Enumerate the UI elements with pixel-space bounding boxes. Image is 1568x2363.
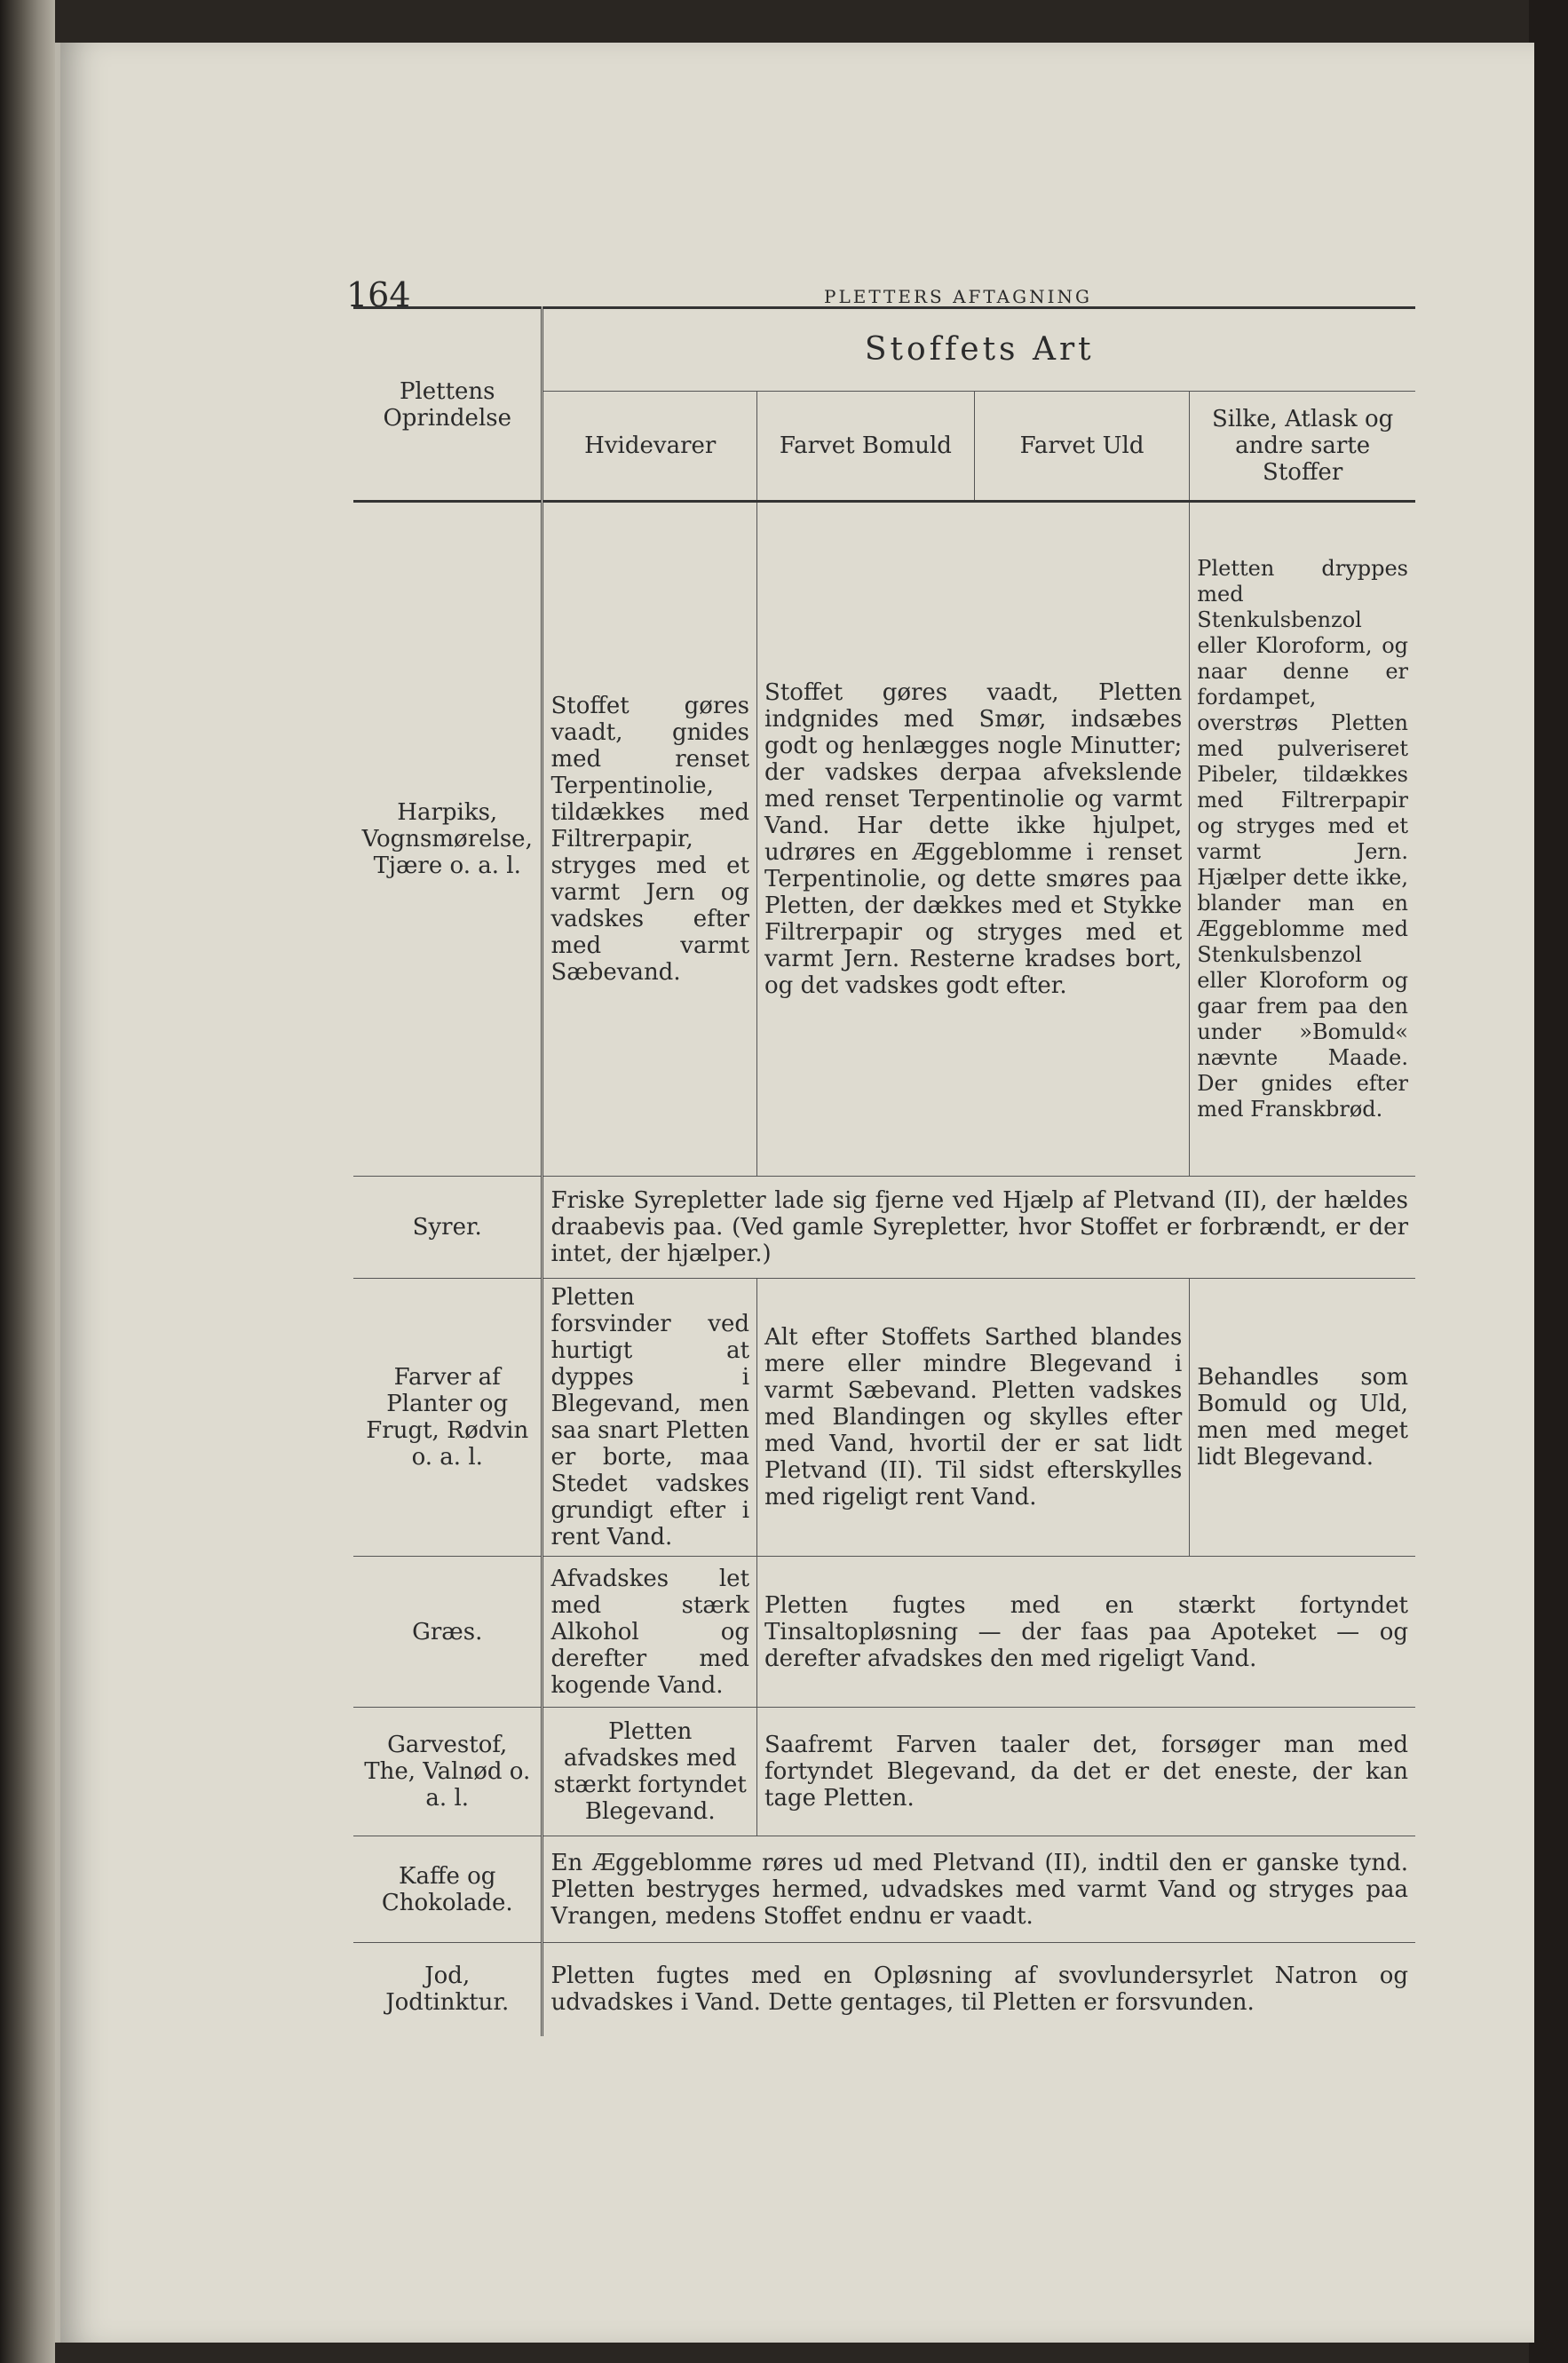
row-origin: Kaffe og Chokolade.: [353, 1836, 542, 1943]
page-number: 164: [346, 275, 411, 314]
cell-silke: Behandles som Bomuld og Uld, men med meget lidt Blegevand.: [1190, 1279, 1415, 1557]
running-head: PLETTERS AFTAGNING: [824, 286, 1092, 307]
table-row: [353, 502, 1415, 1177]
cell-all: Pletten fugtes med en Opløsning af svovlundersyrlet Natron og udvadskes i Vand. Dette gentages, til Pletten er forsvunden.: [550, 1963, 1408, 2017]
cell-silke: Pletten dryppes med Stenkulsbenzol eller Kloroform, og naar denne er fordampet, overstrøs Pletten med pulveriseret Pibeler, tildækkes med Filtrerpapir og stryges med et varmt Jern. Hjælper dette ikke, blander man en Æggeblomme med Stenkulsbenzol eller Kloroform og gaar frem paa den under »Bomuld« nævnte Maade. Der gnides efter med Franskbrød.: [1190, 502, 1415, 1177]
table-row: [353, 1279, 1415, 1557]
cell-hvidevarer: Stoffet gøres vaadt, gnides med renset Terpentinolie, tildækkes med Filtrerpapir, stryges med et varmt Jern og vadskes efter med varmt Sæbevand.: [550, 693, 750, 986]
table-row: [353, 1177, 1415, 1279]
cell-all: En Æggeblomme røres ud med Pletvand (II), indtil den er ganske tynd. Pletten bestryges hermed, udvadskes med varmt Vand og stryges paa Vrangen, medens Stoffet endnu er vaadt.: [550, 1849, 1408, 1930]
row-origin: Syrer.: [353, 1177, 542, 1279]
cell-hvidevarer: Afvadskes let med stærk Alkohol og derefter med kogende Vand.: [550, 1565, 750, 1699]
cell-hvidevarer: Pletten afvadskes med stærkt fortyndet Blegevand.: [553, 1718, 747, 1825]
header-col-hvidevarer: Hvidevarer: [584, 432, 717, 459]
table-row: [353, 1943, 1415, 2036]
header-origin: Plettens Oprindelse: [353, 308, 542, 502]
cell-bomuld-uld: Stoffet gøres vaadt, Pletten indgnides med Smør, indsæbes godt og henlægges nogle Minutter; der vadskes derpaa afvekslende med renset Terpentinolie og varmt Vand. Har dette ikke hjulpet, udrøres en Æggeblomme i renset Terpentinolie, og dette smøres paa Pletten, der dækkes med et Stykke Filtrerpapir og stryges med et varmt Jern. Resterne kradses bort, og det vadskes godt efter.: [757, 502, 1190, 1177]
book-spine: [0, 0, 55, 2363]
row-origin: Garvestof, The, Valnød o. a. l.: [353, 1708, 542, 1836]
header-group: Stoffets Art: [542, 308, 1415, 392]
stain-removal-table: [353, 306, 1415, 2036]
row-origin: Harpiks, Vognsmørelse, Tjære o. a. l.: [353, 502, 542, 1177]
page-header: [60, 275, 1534, 314]
header-col-silke: Silke, Atlask og andre sarte Stoffer: [1190, 392, 1415, 502]
scan-edge: [1529, 0, 1568, 2363]
table-row: [353, 1557, 1415, 1708]
row-origin: Græs.: [353, 1557, 542, 1708]
row-origin: Jod, Jodtinktur.: [353, 1943, 542, 2036]
cell-bomuld-uld: Alt efter Stoffets Sarthed blandes mere eller mindre Blegevand i varmt Sæbevand. Pletten vadskes med Blandingen og skylles efter med Vand, hvortil der er sat lidt Pletvand (II). Til sidst efterskylles med rigeligt rent Vand.: [757, 1279, 1190, 1557]
header-col-farvet-uld: Farvet Uld: [974, 392, 1190, 502]
cell-rest: Saafremt Farven taaler det, forsøger man med fortyndet Blegevand, da det er det eneste, der kan tage Pletten.: [757, 1708, 1415, 1836]
cell-all: Friske Syrepletter lade sig fjerne ved Hjælp af Pletvand (II), der hældes draabevis paa. (Ved gamle Syrepletter, hvor Stoffet er forbrændt, er der intet, der hjælper.): [550, 1187, 1408, 1267]
cell-hvidevarer: Pletten forsvinder ved hurtigt at dyppes i Blegevand, men saa snart Pletten er borte, maa Stedet vadskes grundigt efter i rent Vand.: [550, 1284, 750, 1550]
table-row: [353, 1836, 1415, 1943]
header-col-farvet-bomuld: Farvet Bomuld: [757, 392, 975, 502]
cell-rest: Pletten fugtes med en stærkt fortyndet Tinsaltopløsning — der faas paa Apoteket — og derefter afvadskes den med rigeligt Vand.: [757, 1557, 1415, 1708]
header-row-top: [353, 308, 1415, 392]
row-origin: Farver af Planter og Frugt, Rødvin o. a. l.: [353, 1279, 542, 1557]
table-row: [353, 1708, 1415, 1836]
